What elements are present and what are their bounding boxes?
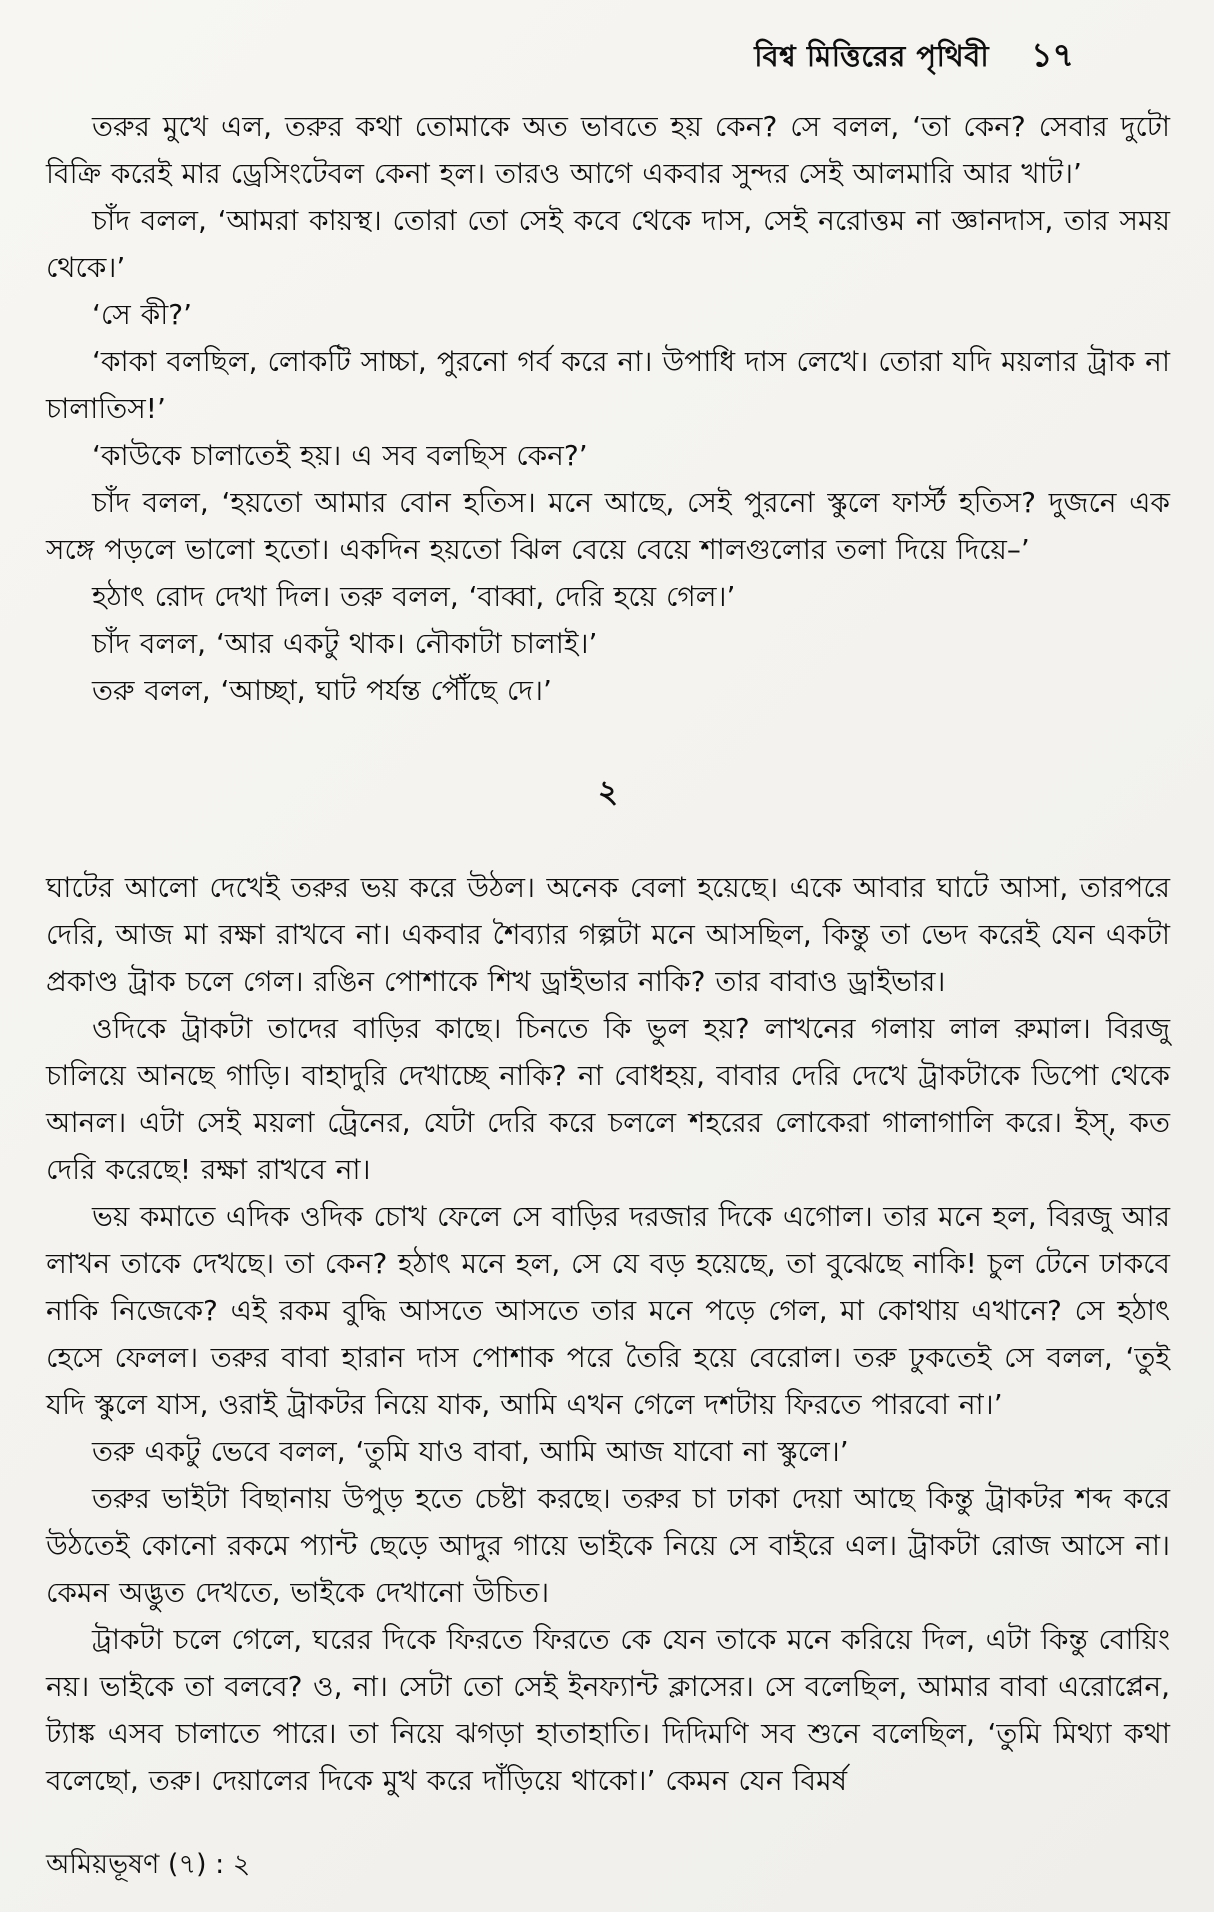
paragraph: ‘কাউকে চালাতেই হয়। এ সব বলছিস কেন?’ (92, 438, 588, 472)
paragraph: ঘাটের আলো দেখেই তরুর ভয় করে উঠল। অনেক বেলা হয়েছে। একে আবার ঘাটে আসা, তারপরে দেরি, আজ মা রক্ষা রাখবে না। একবার শৈব্যার গল্পটা মনে আসছিল, কিন্তু তা ভেদ করেই যেন একটা প্রকাণ্ড ট্রাক চলে গেল। রঙিন পোশাকে শিখ ড্রাইভার নাকি? তার বাবাও ড্রাইভার। (46, 870, 1170, 998)
paragraph: ট্রাকটা চলে গেলে, ঘরের দিকে ফিরতে ফিরতে কে যেন তাকে মনে করিয়ে দিল, এটা কিন্তু বোয়িং নয়। ভাইকে তা বলবে? ও, না। সেটা তো সেই ইনফ্যান্ট ক্লাসের। সে বলেছিল, আমার বাবা এরোপ্লেন, ট্যাঙ্ক এসব চালাতে পারে। তা নিয়ে ঝগড়া হাতাহাতি। দিদিমণি সব শুনে বলেছিল, ‘তুমি মিথ্যা কথা বলেছো, তরু। দেয়ালের দিকে মুখ করে দাঁড়িয়ে থাকো।’ কেমন যেন বিমর্ষ (46, 1622, 1170, 1797)
paragraph: তরু একটু ভেবে বলল, ‘তুমি যাও বাবা, আমি আজ যাবো না স্কুলে।’ (92, 1434, 849, 1468)
page-number: ১৭ (1031, 35, 1074, 74)
paragraph: তরুর ভাইটা বিছানায় উপুড় হতে চেষ্টা করছে। তরুর চা ঢাকা দেয়া আছে কিন্তু ট্রাকটর শব্দ করে উঠতেই কোনো রকমে প্যান্ট ছেড়ে আদুর গায়ে ভাইকে নিয়ে সে বাইরে এল। ট্রাকটা রোজ আসে না। কেমন অদ্ভুত দেখতে, ভাইকে দেখানো উচিত। (46, 1481, 1170, 1609)
page-body (46, 103, 1170, 1804)
paragraph: হঠাৎ রোদ দেখা দিল। তরু বলল, ‘বাব্বা, দেরি হয়ে গেল।’ (92, 579, 736, 613)
paragraph: চাঁদ বলল, ‘আমরা কায়স্থ। তোরা তো সেই কবে থেকে দাস, সেই নরোত্তম না জ্ঞানদাস, তার সময় থেকে।’ (46, 203, 1170, 284)
paragraph: চাঁদ বলল, ‘হয়তো আমার বোন হতিস। মনে আছে, সেই পুরনো স্কুলে ফার্স্ট হতিস? দুজনে এক সঙ্গে পড়লে ভালো হতো। একদিন হয়তো ঝিল বেয়ে বেয়ে শালগুলোর তলা দিয়ে দিয়ে–’ (46, 485, 1170, 566)
paragraph: ভয় কমাতে এদিক ওদিক চোখ ফেলে সে বাড়ির দরজার দিকে এগোল। তার মনে হল, বিরজু আর লাখন তাকে দেখছে। তা কেন? হঠাৎ মনে হল, সে যে বড় হয়েছে, তা বুঝেছে নাকি! চুল টেনে ঢাকবে নাকি নিজেকে? এই রকম বুদ্ধি আসতে আসতে তার মনে পড়ে গেল, মা কোথায় এখানে? সে হঠাৎ হেসে ফেলল। তরুর বাবা হারান দাস পোশাক পরে তৈরি হয়ে বেরোল। তরু ঢুকতেই সে বলল, ‘তুই যদি স্কুলে যাস, ওরাই ট্রাকটর নিয়ে যাক, আমি এখন গেলে দশটায় ফিরতে পারবো না।’ (46, 1199, 1170, 1421)
paragraph: ‘কাকা বলছিল, লোকটি সাচ্চা, পুরনো গর্ব করে না। উপাধি দাস লেখে। তোরা যদি ময়লার ট্রাক না চালাতিস!’ (46, 344, 1170, 425)
section-number: ২ (597, 773, 619, 810)
footer-signature: অমিয়ভূষণ (৭) : ২ (46, 1848, 251, 1880)
paragraph: তরুর মুখে এল, তরুর কথা তোমাকে অত ভাবতে হয় কেন? সে বলল, ‘তা কেন? সেবার দুটো বিক্রি করেই মার ড্রেসিংটেবল কেনা হল। তারও আগে একবার সুন্দর সেই আলমারি আর খাট।’ (46, 109, 1170, 190)
paragraph: তরু বলল, ‘আচ্ছা, ঘাট পর্যন্ত পৌঁছে দে।’ (92, 673, 552, 707)
paragraph: ওদিকে ট্রাকটা তাদের বাড়ির কাছে। চিনতে কি ভুল হয়? লাখনের গলায় লাল রুমাল। বিরজু চালিয়ে আনছে গাড়ি। বাহাদুরি দেখাচ্ছে নাকি? না বোধহয়, বাবার দেরি দেখে ট্রাকটাকে ডিপো থেকে আনল। এটা সেই ময়লা ট্রেনের, যেটা দেরি করে চললে শহরের লোকেরা গালাগালি করে। ইস্, কত দেরি করেছে! রক্ষা রাখবে না। (46, 1011, 1170, 1186)
paragraph: চাঁদ বলল, ‘আর একটু থাক। নৌকাটা চালাই।’ (92, 626, 598, 660)
book-title: বিশ্ব মিত্তিরের পৃথিবী (754, 39, 990, 73)
paragraph: ‘সে কী?’ (92, 297, 193, 331)
running-header (46, 34, 1170, 77)
